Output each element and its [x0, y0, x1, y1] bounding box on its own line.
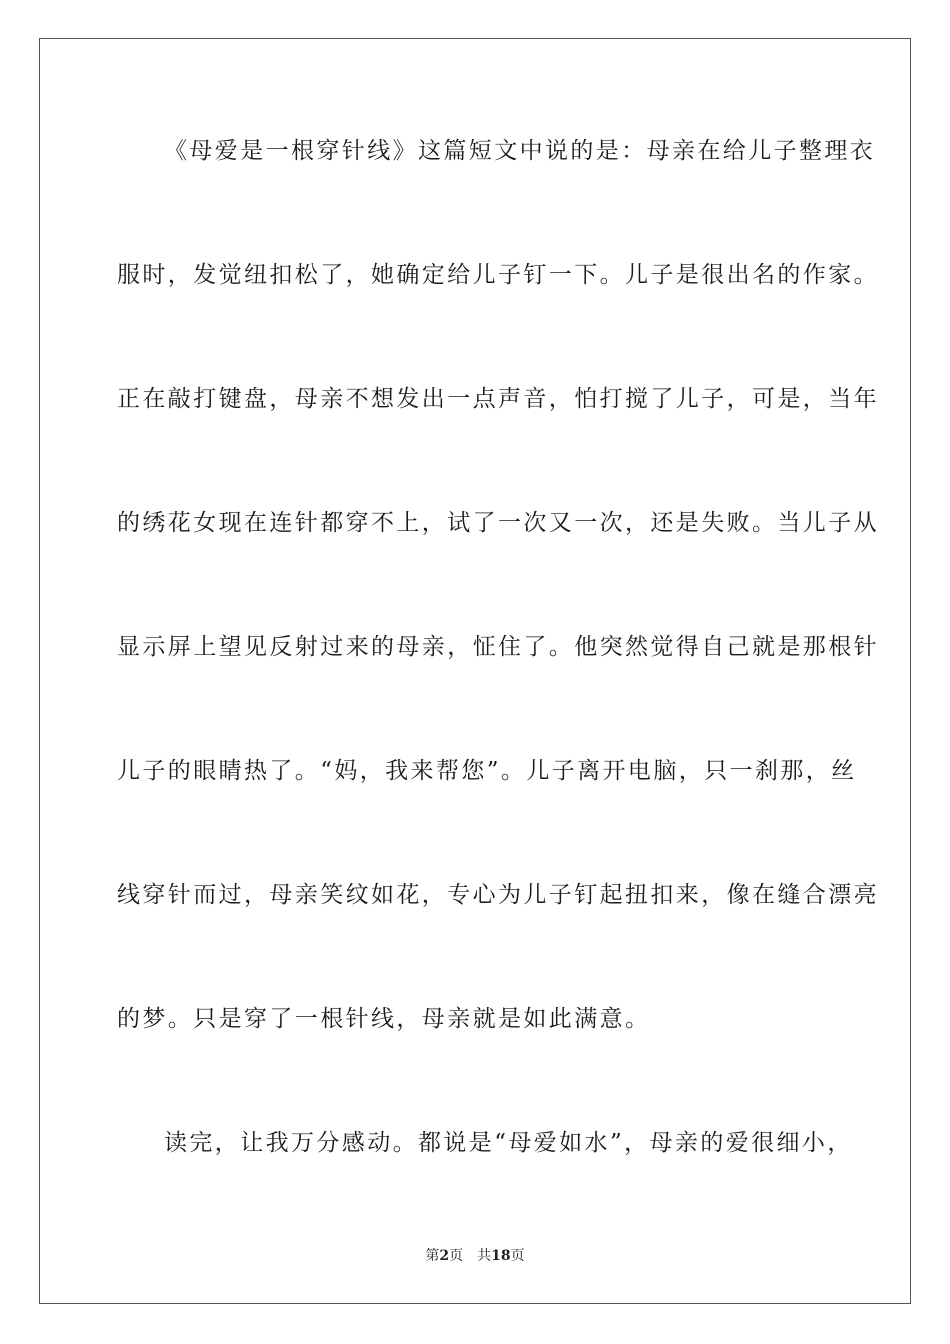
paragraph-line-7: 线穿针而过，母亲笑纹如花，专心为儿子钉起扭扣来，像在缝合漂亮 — [117, 882, 879, 908]
footer-page-suffix: 页 — [449, 1248, 464, 1264]
paragraph-line-9: 读完，让我万分感动。都说是“母爱如水”，母亲的爱很细小， — [164, 1130, 853, 1156]
paragraph-line-8: 的梦。只是穿了一根针线，母亲就是如此满意。 — [117, 1006, 651, 1032]
page-footer — [0, 1247, 950, 1265]
footer-total-suffix: 页 — [510, 1248, 525, 1264]
paragraph-line-4: 的绣花女现在连针都穿不上，试了一次又一次，还是失败。当儿子从 — [117, 510, 879, 536]
paragraph-line-3: 正在敲打键盘，母亲不想发出一点声音，怕打搅了儿子，可是，当年 — [117, 386, 879, 412]
footer-total-prefix: 共 — [477, 1248, 492, 1264]
paragraph-line-5: 显示屏上望见反射过来的母亲，怔住了。他突然觉得自己就是那根针 — [117, 634, 879, 660]
footer-page-number: 2 — [439, 1248, 450, 1264]
footer-page-prefix: 第 — [425, 1248, 440, 1264]
footer-total-number: 18 — [491, 1248, 511, 1264]
page-frame — [39, 38, 911, 1304]
paragraph-line-2: 服时，发觉纽扣松了，她确定给儿子钉一下。儿子是很出名的作家。 — [117, 262, 879, 288]
paragraph-line-1: 《母爱是一根穿针线》这篇短文中说的是：母亲在给儿子整理衣 — [164, 138, 876, 164]
paragraph-line-6: 儿子的眼睛热了。“妈，我来帮您”。儿子离开电脑，只一刹那，丝 — [117, 758, 857, 784]
